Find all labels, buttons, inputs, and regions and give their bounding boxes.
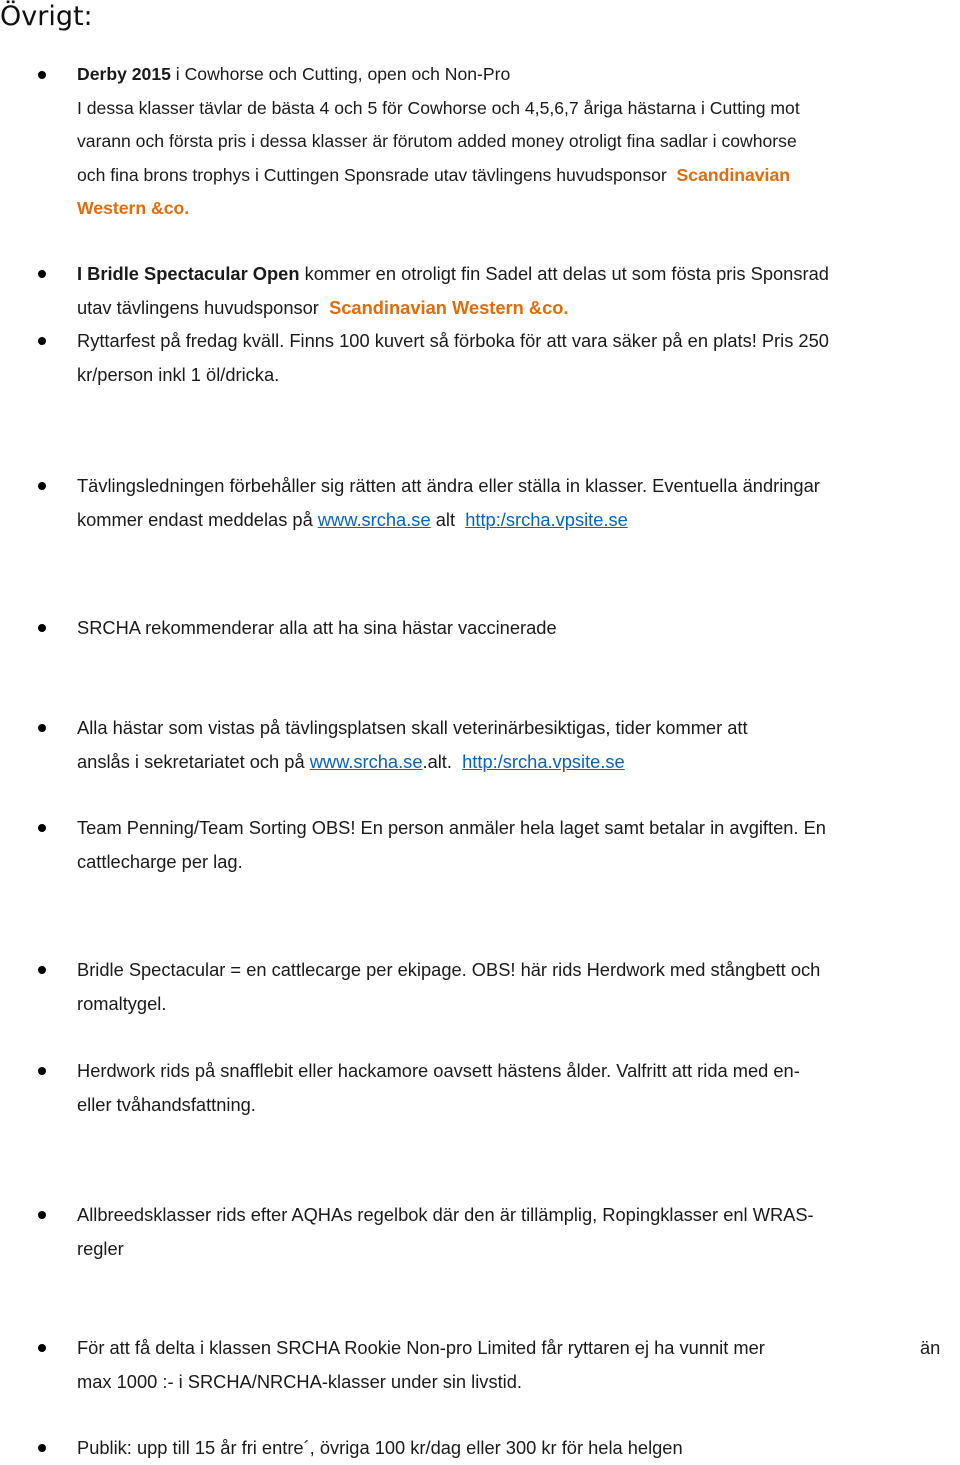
- rookie-line2: max 1000 :- i SRCHA/NRCHA-klasser under sin livstid.: [77, 1370, 522, 1392]
- vpsite-link[interactable]: http:/srcha.vpsite.se: [462, 750, 625, 772]
- ryttarfest-line2: kr/person inkl 1 öl/dricka.: [77, 363, 280, 385]
- bullet-icon: [38, 1444, 46, 1452]
- bridle-spec-line1: Bridle Spectacular = en cattlecarge per ekipage. OBS! här rids Herdwork med stångbett och: [77, 959, 821, 980]
- rookie-line1: För att få delta i klassen SRCHA Rookie Non-pro Limited får ryttaren ej ha vunnit mer: [77, 1337, 765, 1358]
- herdwork-line2: eller tvåhandsfattning.: [77, 1093, 256, 1115]
- bullet-icon: [38, 824, 46, 832]
- bullet-icon: [38, 1211, 46, 1219]
- alt-text: alt: [435, 508, 456, 530]
- bridle-lead: I Bridle Spectacular Open: [77, 263, 300, 284]
- ryttarfest-line1: Ryttarfest på fredag kväll. Finns 100 kuvert så förboka för att vara säker på en plats! Pris 250: [77, 330, 829, 351]
- tavling-line2: kommer endast meddelas på: [77, 508, 313, 530]
- tavling-line1: Tävlingsledningen förbehåller sig rätten att ändra eller ställa in klasser. Eventuella ändringar: [77, 475, 820, 496]
- bullet-icon: [38, 1344, 46, 1352]
- sponsor-name: Scandinavian: [676, 164, 790, 185]
- bullet-icon: [38, 270, 46, 278]
- derby-line2: I dessa klasser tävlar de bästa 4 och 5 för Cowhorse och 4,5,6,7 åriga hästarna i Cutting mot: [77, 97, 800, 118]
- rookie-line1-end: än: [920, 1337, 941, 1358]
- team-line1: Team Penning/Team Sorting OBS! En person anmäler hela laget samt betalar in avgiften. En: [77, 817, 826, 838]
- vpsite-link[interactable]: http:/srcha.vpsite.se: [465, 508, 628, 530]
- derby-line1: i Cowhorse och Cutting, open och Non-Pro: [170, 64, 511, 84]
- vet-line2: anslås i sekretariatet och på: [77, 750, 305, 772]
- vaccination-line1: SRCHA rekommenderar alla att ha sina hästar vaccinerade: [77, 617, 557, 638]
- page-title: Övrigt:: [0, 1, 93, 32]
- sponsor-name: Scandinavian Western &co.: [329, 296, 569, 318]
- allbreed-line2: regler: [77, 1237, 124, 1259]
- herdwork-line1: Herdwork rids på snafflebit eller hackamore oavsett hästens ålder. Valfritt att rida med en-: [77, 1060, 800, 1081]
- derby-line4: och fina brons trophys i Cuttingen Sponsrade utav tävlingens huvudsponsor: [77, 164, 667, 185]
- derby-line3: varann och första pris i dessa klasser är förutom added money otroligt fina sadlar i cowhorse: [77, 131, 797, 152]
- bullet-icon: [38, 1067, 46, 1075]
- sponsor-name-cont: Western &co.: [77, 198, 190, 219]
- derby-lead: Derby 2015: [77, 64, 171, 84]
- bridle-line1: kommer en otroligt fin Sadel att delas ut som fösta pris Sponsrad: [299, 263, 829, 284]
- allbreed-line1: Allbreedsklasser rids efter AQHAs regelbok där den är tillämplig, Ropingklasser enl WRAS-: [77, 1204, 814, 1225]
- bridle-line2: utav tävlingens huvudsponsor: [77, 296, 319, 318]
- publik-line1: Publik: upp till 15 år fri entre´, övriga 100 kr/dag eller 300 kr för hela helgen: [77, 1437, 683, 1458]
- bullet-icon: [38, 71, 46, 79]
- bridle-spec-line2: romaltygel.: [77, 992, 167, 1014]
- srcha-link[interactable]: www.srcha.se: [309, 750, 423, 772]
- bullet-icon: [38, 482, 46, 490]
- vet-line1: Alla hästar som vistas på tävlingsplatsen skall veterinärbesiktigas, tider kommer att: [77, 717, 748, 738]
- srcha-link[interactable]: www.srcha.se: [317, 508, 431, 530]
- bullet-icon: [38, 724, 46, 732]
- bullet-icon: [38, 966, 46, 974]
- bullet-icon: [38, 624, 46, 632]
- bullet-icon: [38, 337, 46, 345]
- team-line2: cattlecharge per lag.: [77, 850, 243, 872]
- alt-text: .alt.: [422, 750, 452, 772]
